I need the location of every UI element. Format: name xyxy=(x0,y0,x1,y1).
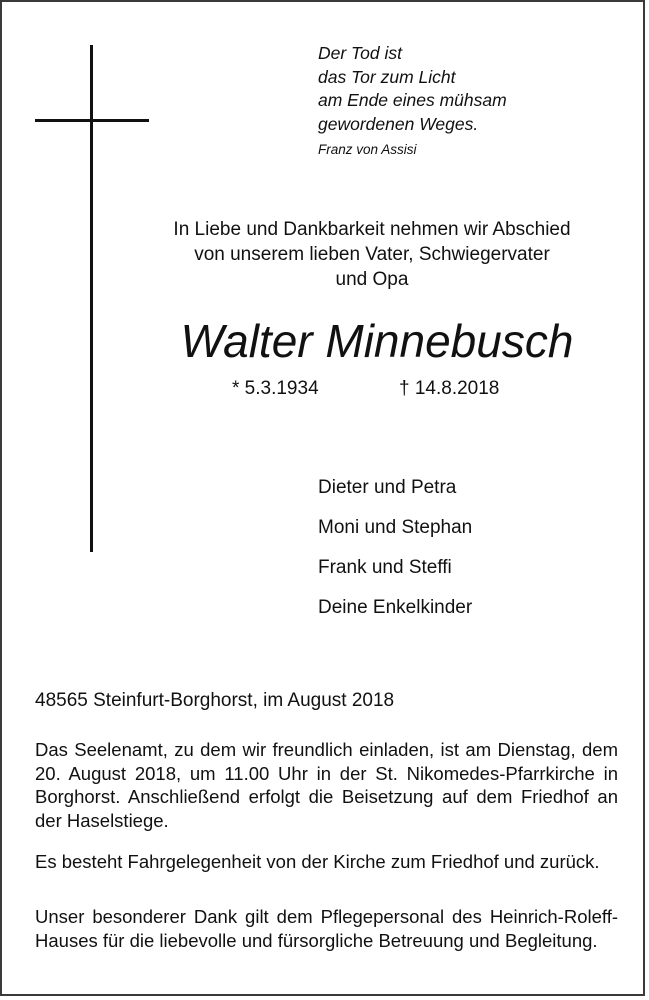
intro-line: In Liebe und Dankbarkeit nehmen wir Abschied xyxy=(173,219,571,240)
intro-line: von unserem lieben Vater, Schwiegervater xyxy=(194,244,550,265)
thanks-paragraph: Unser besonderer Dank gilt dem Pflegepersonal des Heinrich-Roleff-Hauses für die liebevolle und fürsorgliche Betreuung und Begleitung. xyxy=(35,906,618,951)
funeral-info-paragraph: Das Seelenamt, zu dem wir freundlich einladen, ist am Dienstag, dem 20. August 2018, um 11.00 Uhr in der St. Nikomedes-Pfarrkirche in Borghorst. Anschließend erfolgt die Beisetzung auf dem Friedhof an der Haselstiege. xyxy=(35,739,618,831)
quote-author: Franz von Assisi xyxy=(318,142,417,157)
family-member: Deine Enkelkinder xyxy=(318,597,473,618)
cross-icon-bar xyxy=(35,119,149,122)
quote-line: Der Tod ist xyxy=(318,43,402,63)
place-date: 48565 Steinfurt-Borghorst, im August 2018 xyxy=(35,690,395,711)
birth-date: * 5.3.1934 xyxy=(232,378,319,399)
family-member: Dieter und Petra xyxy=(318,477,457,498)
intro-line: und Opa xyxy=(335,269,409,290)
quote xyxy=(318,42,507,136)
quote-line: gewordenen Weges. xyxy=(318,113,479,134)
family-member: Moni und Stephan xyxy=(318,517,473,538)
quote-line: das Tor zum Licht xyxy=(318,66,456,87)
quote-line: am Ende eines mühsam xyxy=(318,90,507,110)
death-date: † 14.8.2018 xyxy=(399,378,500,399)
family-member: Frank und Steffi xyxy=(318,557,452,578)
intro-text xyxy=(122,217,622,292)
deceased-name: Walter Minnebusch xyxy=(180,315,574,367)
family-list xyxy=(318,468,472,628)
transport-paragraph: Es besteht Fahrgelegenheit von der Kirche zum Friedhof und zurück. xyxy=(35,851,600,872)
